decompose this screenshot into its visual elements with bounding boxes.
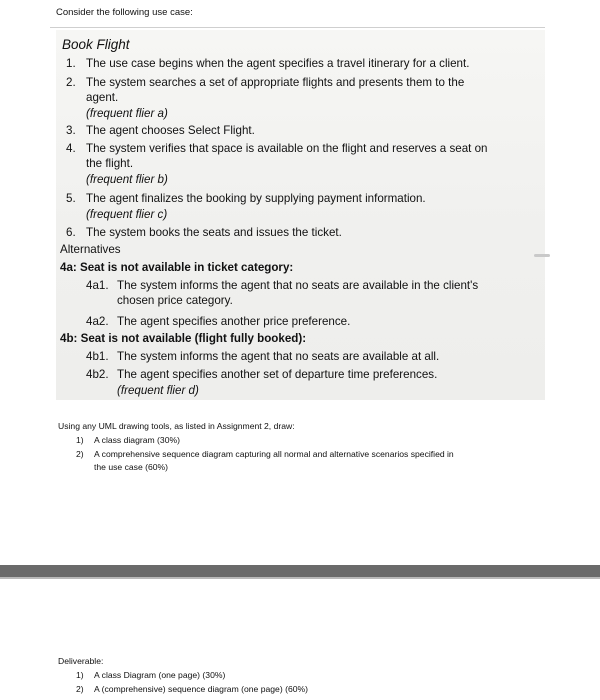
assignment-item-text: A comprehensive sequence diagram capturing all normal and alternative scenarios specified in [94, 449, 454, 459]
alt-step-text: The agent specifies another price preference. [117, 315, 351, 328]
use-case-box [56, 30, 545, 400]
alt-step-text: The system informs the agent that no seats are available in the client's [117, 279, 479, 292]
page-divider [0, 565, 600, 577]
deliverable-item-text: A class Diagram (one page) (30%) [94, 670, 226, 680]
decorative-dash [534, 254, 550, 257]
alt-step-text: chosen price category. [117, 294, 233, 307]
step-note: (frequent flier a) [86, 107, 168, 120]
step-number: 2. [66, 76, 76, 89]
assignment-item-number: 2) [76, 449, 84, 459]
alt-step-number: 4b1. [86, 350, 109, 363]
step-text: The system searches a set of appropriate flights and presents them to the [86, 76, 465, 89]
alt-step-text: The system informs the agent that no seats are available at all. [117, 350, 440, 363]
alt-4b-heading: 4b: Seat is not available (flight fully booked): [60, 332, 307, 345]
alt-step-number: 4b2. [86, 368, 109, 381]
step-number: 1. [66, 57, 76, 70]
use-case-title: Book Flight [62, 37, 130, 52]
step-number: 4. [66, 142, 76, 155]
alt-4a-heading: 4a: Seat is not available in ticket category: [60, 261, 294, 274]
step-text: the flight. [86, 157, 134, 170]
step-text: The agent finalizes the booking by supplying payment information. [86, 192, 426, 205]
deliverable-label: Deliverable: [58, 656, 104, 666]
deliverable-item-number: 2) [76, 684, 84, 694]
step-number: 3. [66, 124, 76, 137]
deliverable-item-text: A (comprehensive) sequence diagram (one page) (60%) [94, 684, 309, 694]
assignment-item-text: A class diagram (30%) [94, 435, 180, 445]
assignment-item-text: the use case (60%) [94, 462, 169, 472]
alt-step-text: The agent specifies another set of departure time preferences. [117, 368, 438, 381]
step-number: 5. [66, 192, 76, 205]
alt-step-note: (frequent flier d) [117, 384, 199, 397]
assignment-intro: Using any UML drawing tools, as listed in Assignment 2, draw: [58, 421, 295, 431]
alternatives-label: Alternatives [60, 243, 121, 256]
step-text: agent. [86, 91, 119, 104]
deliverable-item-number: 1) [76, 670, 84, 680]
alt-step-number: 4a1. [86, 279, 109, 292]
step-text: The system verifies that space is available on the flight and reserves a seat on [86, 142, 488, 155]
step-note: (frequent flier b) [86, 173, 168, 186]
step-text: The use case begins when the agent specifies a travel itinerary for a client. [86, 57, 470, 70]
top-rule [50, 27, 545, 28]
assignment-item-number: 1) [76, 435, 84, 445]
step-number: 6. [66, 226, 76, 239]
step-note: (frequent flier c) [86, 208, 168, 221]
intro-text: Consider the following use case: [56, 7, 193, 18]
step-text: The agent chooses Select Flight. [86, 124, 255, 137]
page-divider-shadow [0, 577, 600, 579]
alt-step-number: 4a2. [86, 315, 109, 328]
step-text: The system books the seats and issues the ticket. [86, 226, 342, 239]
